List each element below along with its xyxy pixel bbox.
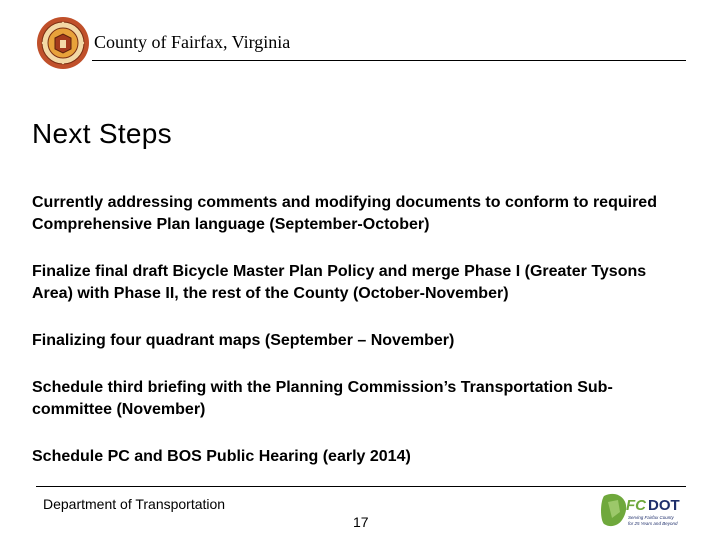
list-item: Currently addressing comments and modifying documents to conform to required Comprehensive Plan language (September-October) (32, 194, 657, 233)
svg-text:Serving Fairfax County: Serving Fairfax County (628, 515, 674, 520)
list-item: Finalizing four quadrant maps (September – November) (32, 332, 455, 349)
slide-title: Next Steps (32, 118, 172, 149)
list-item: Schedule third briefing with the Planning Commission’s Transportation Sub-committee (November) (32, 379, 613, 418)
bullet-list (32, 192, 682, 493)
county-seal-icon (36, 16, 90, 70)
svg-text:DOT: DOT (648, 497, 680, 514)
list-item: Finalize final draft Bicycle Master Plan Policy and merge Phase I (Greater Tysons Area) with Phase II, the rest of the County (October-November) (32, 263, 647, 302)
footer-department: Department of Transportation (43, 496, 226, 512)
svg-text:FC: FC (626, 497, 646, 514)
svg-text:for 25 Years and Beyond: for 25 Years and Beyond (628, 521, 678, 526)
fcdot-logo-icon (598, 490, 690, 530)
county-name: County of Fairfax, Virginia (94, 32, 291, 52)
page-number: 17 (353, 514, 369, 530)
footer-divider (36, 486, 686, 487)
list-item: Schedule PC and BOS Public Hearing (early 2014) (32, 448, 411, 465)
header-divider (92, 60, 686, 61)
